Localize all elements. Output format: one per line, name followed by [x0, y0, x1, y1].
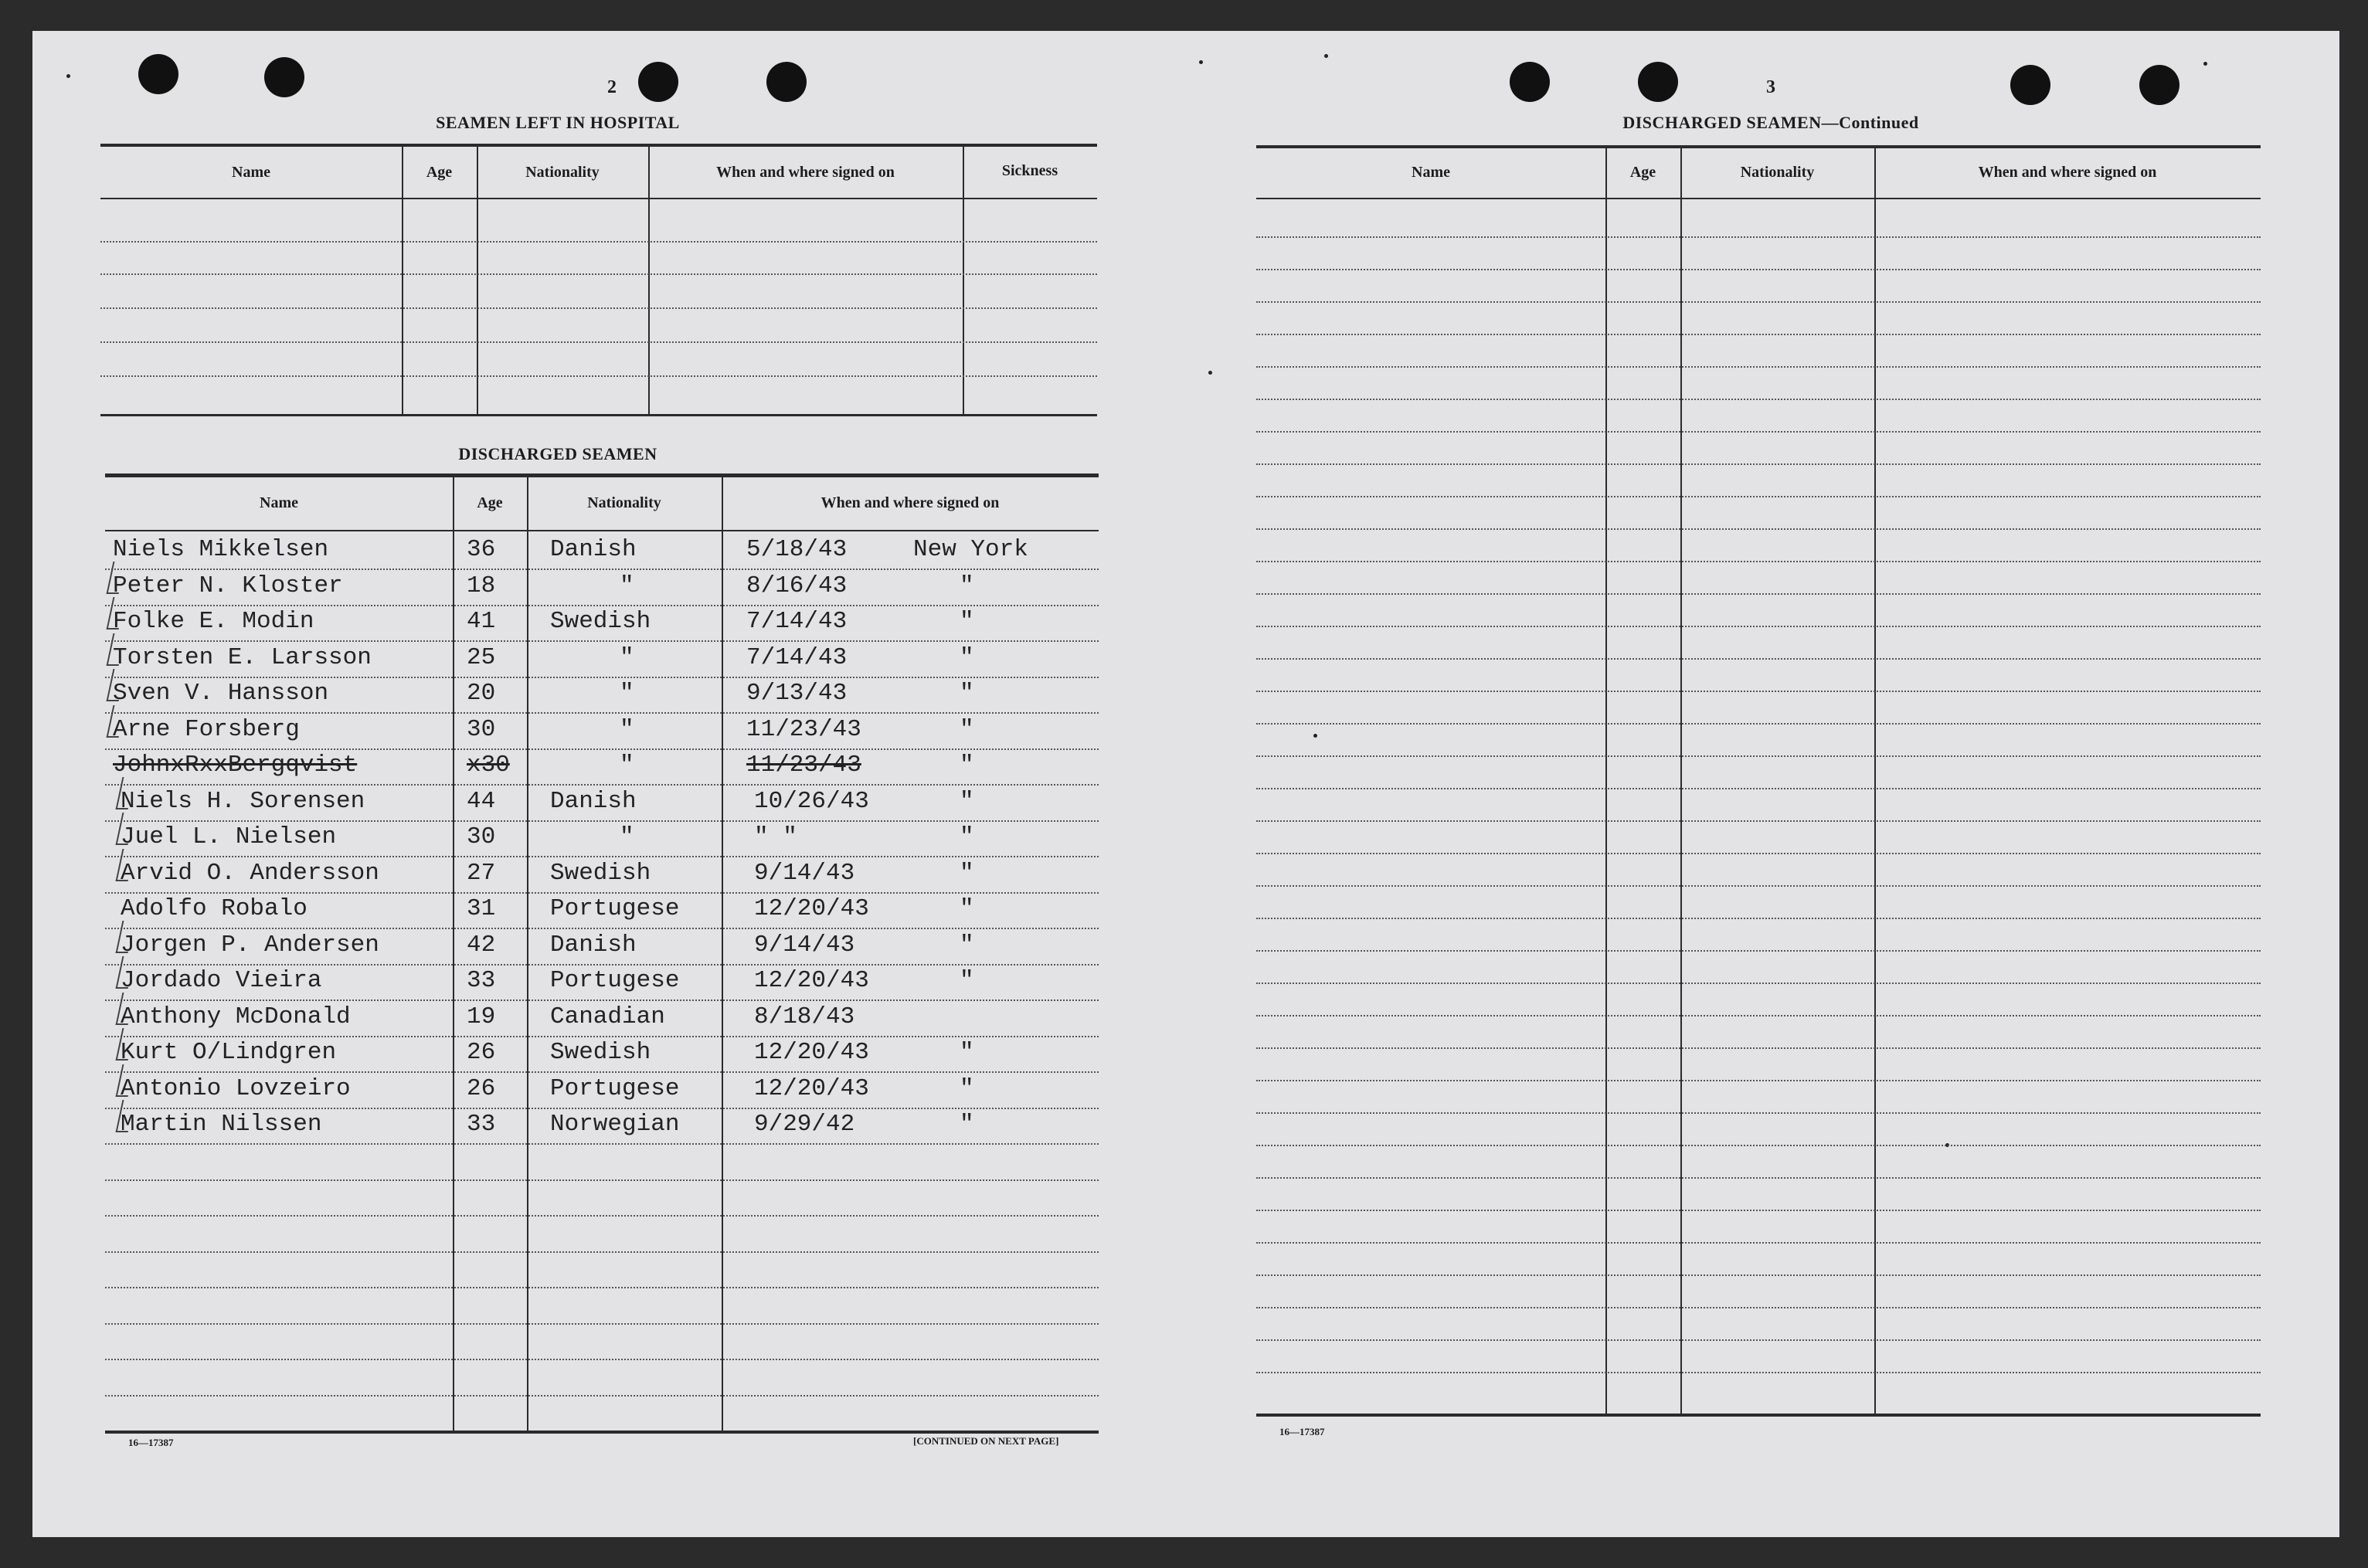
- speck: [1199, 60, 1203, 64]
- seaman-name: Adolfo Robalo: [121, 895, 307, 922]
- ruled-line: [105, 640, 1099, 642]
- seaman-age: 30: [467, 823, 496, 850]
- ruled-line: [100, 273, 1097, 275]
- ruled-line: [1256, 528, 2261, 530]
- signed-on-date: 5/18/43: [746, 536, 848, 563]
- seaman-age: 41: [467, 608, 496, 635]
- ruled-line: [105, 1215, 1099, 1217]
- ruled-line: [100, 241, 1097, 243]
- seaman-nationality: Norwegian: [550, 1111, 680, 1138]
- signed-on-date: 7/14/43: [746, 643, 848, 671]
- ruled-line: [1256, 1177, 2261, 1179]
- seaman-age: 26: [467, 1039, 496, 1066]
- ruled-line: [1256, 723, 2261, 725]
- discharged-col-name: Name: [260, 494, 298, 511]
- seaman-age: x30: [467, 752, 510, 779]
- seaman-age: 36: [467, 536, 496, 563]
- signed-on-place: ": [960, 895, 974, 922]
- ruled-line: [1256, 1372, 2261, 1373]
- page-number-left: 2: [607, 77, 617, 97]
- seaman-name: Niels H. Sorensen: [121, 787, 365, 815]
- signed-on-date: 12/20/43: [754, 1074, 869, 1102]
- ruled-line: [105, 1179, 1099, 1181]
- ruled-line: [1256, 1080, 2261, 1081]
- signed-on-date: 8/18/43: [754, 1003, 855, 1030]
- seaman-name: Martin Nilssen: [121, 1111, 322, 1138]
- discharged-col-signed-on: When and where signed on: [820, 494, 1000, 511]
- footer-code-right: 16—17387: [1279, 1426, 1325, 1437]
- seaman-nationality: Danish: [550, 931, 637, 959]
- right-page-title: DISCHARGED SEAMEN—Continued: [1622, 113, 1919, 132]
- signed-on-place: ": [960, 823, 974, 850]
- punch-hole: [138, 54, 178, 94]
- seaman-age: 30: [467, 715, 496, 743]
- signed-on-place: ": [960, 1111, 974, 1138]
- hospital-table-header-rule: [100, 198, 1097, 199]
- seaman-age: 27: [467, 859, 496, 887]
- ruled-line: [1256, 463, 2261, 465]
- ruled-line: [1256, 1015, 2261, 1016]
- hospital-col-age: Age: [426, 164, 453, 181]
- signed-on-date: 11/23/43: [746, 752, 861, 779]
- ruled-line: [105, 568, 1099, 570]
- speck: [1313, 734, 1317, 738]
- speck: [1208, 371, 1212, 375]
- seaman-nationality: ": [620, 572, 634, 599]
- seaman-nationality: Portugese: [550, 967, 680, 994]
- signed-on-place: ": [960, 680, 974, 707]
- punch-hole: [766, 62, 807, 102]
- signed-on-date: 10/26/43: [754, 787, 869, 815]
- signed-on-date: 8/16/43: [746, 572, 848, 599]
- ruled-line: [105, 1108, 1099, 1109]
- seaman-name: Jordado Vieira: [121, 967, 322, 994]
- signed-on-place: ": [960, 931, 974, 959]
- seaman-nationality: Danish: [550, 787, 637, 815]
- signed-on-date: 12/20/43: [754, 967, 869, 994]
- ruled-line: [1256, 626, 2261, 627]
- seaman-name: Antonio Lovzeiro: [121, 1074, 351, 1102]
- signed-on-place: New York: [913, 536, 1028, 563]
- continued-note: [CONTINUED ON NEXT PAGE]: [913, 1435, 1059, 1447]
- seaman-name: Sven V. Hansson: [113, 680, 329, 707]
- signed-on-place: ": [960, 1074, 974, 1102]
- discharged-col-age: Age: [477, 494, 503, 511]
- ruled-line: [1256, 593, 2261, 595]
- ruled-line: [105, 1323, 1099, 1325]
- signed-on-date: 12/20/43: [754, 1039, 869, 1066]
- seaman-nationality: ": [620, 680, 634, 707]
- ruled-line: [1256, 1047, 2261, 1049]
- seaman-nationality: Portugese: [550, 895, 680, 922]
- ruled-line: [1256, 561, 2261, 562]
- ruled-line: [105, 1251, 1099, 1253]
- ruled-line: [105, 1287, 1099, 1288]
- ruled-line: [105, 1071, 1099, 1073]
- hospital-col-sickness: Sickness: [1001, 162, 1058, 179]
- column-divider: [527, 477, 528, 1432]
- ruled-line: [1256, 983, 2261, 984]
- speck: [2203, 62, 2207, 66]
- seaman-age: 33: [467, 1111, 496, 1138]
- ruled-line: [1256, 496, 2261, 497]
- ruled-line: [100, 375, 1097, 377]
- ruled-line: [105, 1395, 1099, 1397]
- signed-on-date: 9/29/42: [754, 1111, 855, 1138]
- signed-on-date: 9/13/43: [746, 680, 848, 707]
- ruled-line: [1256, 820, 2261, 822]
- ruled-line: [105, 712, 1099, 714]
- ruled-line: [1256, 334, 2261, 335]
- seaman-age: 31: [467, 895, 496, 922]
- seaman-name: Torsten E. Larsson: [113, 643, 372, 671]
- hospital-table-top-rule: [100, 144, 1097, 147]
- ruled-line: [1256, 1307, 2261, 1308]
- seaman-age: 44: [467, 787, 496, 815]
- ruled-line: [1256, 301, 2261, 303]
- ruled-line: [105, 856, 1099, 857]
- seaman-name: Peter N. Kloster: [113, 572, 343, 599]
- footer-code-left: 16—17387: [128, 1437, 174, 1448]
- seaman-age: 26: [467, 1074, 496, 1102]
- seaman-name: Anthony McDonald: [121, 1003, 351, 1030]
- punch-hole: [1638, 62, 1678, 102]
- ruled-line: [1256, 399, 2261, 400]
- ruled-line: [1256, 1145, 2261, 1146]
- hospital-section-title: SEAMEN LEFT IN HOSPITAL: [436, 113, 680, 132]
- seaman-nationality: Swedish: [550, 859, 651, 887]
- discharged-col-nationality: Nationality: [587, 494, 661, 511]
- right-col-signed-on: When and where signed on: [1978, 164, 2157, 181]
- ruled-line: [1256, 1112, 2261, 1114]
- signed-on-date: 12/20/43: [754, 895, 869, 922]
- ruled-line: [1256, 658, 2261, 660]
- seaman-nationality: Swedish: [550, 608, 651, 635]
- seaman-age: 25: [467, 643, 496, 671]
- ruled-line: [1256, 1339, 2261, 1341]
- ruled-line: [105, 1359, 1099, 1360]
- column-divider: [1605, 148, 1607, 1415]
- seaman-name: Juel L. Nielsen: [121, 823, 337, 850]
- seaman-name: Arne Forsberg: [113, 715, 300, 743]
- hospital-col-nationality: Nationality: [525, 164, 600, 181]
- seaman-nationality: Canadian: [550, 1003, 665, 1030]
- signed-on-place: ": [960, 715, 974, 743]
- discharged-table-bottom-rule: [105, 1431, 1099, 1434]
- seaman-age: 20: [467, 680, 496, 707]
- hospital-col-name: Name: [232, 164, 270, 181]
- right-table-top-rule: [1256, 145, 2261, 148]
- right-col-nationality: Nationality: [1740, 164, 1815, 181]
- seaman-nationality: Portugese: [550, 1074, 680, 1102]
- ruled-line: [105, 748, 1099, 750]
- discharged-table-top-rule: [105, 473, 1099, 477]
- ruled-line: [1256, 853, 2261, 854]
- ruled-line: [1256, 366, 2261, 368]
- seaman-age: 19: [467, 1003, 496, 1030]
- ruled-line: [1256, 1242, 2261, 1244]
- speck: [66, 74, 70, 78]
- signed-on-place: ": [960, 859, 974, 887]
- ruled-line: [100, 307, 1097, 309]
- seaman-age: 18: [467, 572, 496, 599]
- hospital-table-bottom-rule: [100, 414, 1097, 416]
- discharged-table-header-rule: [105, 530, 1099, 531]
- signed-on-date: 9/14/43: [754, 931, 855, 959]
- document-sheet: [32, 31, 2339, 1537]
- ruled-line: [105, 892, 1099, 894]
- seaman-name: Folke E. Modin: [113, 608, 314, 635]
- column-divider: [453, 477, 454, 1432]
- discharged-section-title: DISCHARGED SEAMEN: [458, 444, 657, 463]
- ruled-line: [1256, 950, 2261, 952]
- ruled-line: [1256, 788, 2261, 789]
- seaman-nationality: ": [620, 715, 634, 743]
- ruled-line: [1256, 885, 2261, 887]
- ruled-line: [105, 820, 1099, 822]
- seaman-name: Kurt O/Lindgren: [121, 1039, 337, 1066]
- seaman-age: 33: [467, 967, 496, 994]
- column-divider: [1874, 148, 1876, 1415]
- speck: [1324, 54, 1328, 58]
- ruled-line: [105, 1036, 1099, 1037]
- right-table-bottom-rule: [1256, 1414, 2261, 1417]
- right-col-age: Age: [1629, 164, 1656, 181]
- seaman-nationality: ": [620, 752, 634, 779]
- ruled-line: [105, 605, 1099, 606]
- page-number-right: 3: [1766, 77, 1775, 97]
- punch-hole: [1510, 62, 1550, 102]
- ruled-line: [100, 341, 1097, 343]
- signed-on-date: 7/14/43: [746, 608, 848, 635]
- ruled-line: [1256, 1210, 2261, 1211]
- punch-hole: [264, 57, 304, 97]
- signed-on-place: ": [960, 608, 974, 635]
- punch-hole: [638, 62, 678, 102]
- ruled-line: [1256, 431, 2261, 433]
- ruled-line: [105, 1000, 1099, 1001]
- seaman-name: Niels Mikkelsen: [113, 536, 329, 563]
- ruled-line: [1256, 691, 2261, 692]
- ruled-line: [1256, 755, 2261, 757]
- hospital-col-signed-on: When and where signed on: [716, 164, 895, 181]
- ruled-line: [105, 677, 1099, 678]
- ruled-line: [105, 784, 1099, 786]
- seaman-name: Jorgen P. Andersen: [121, 931, 379, 959]
- ruled-line: [105, 928, 1099, 929]
- signed-on-place: ": [960, 787, 974, 815]
- ruled-line: [105, 1143, 1099, 1145]
- ruled-line: [1256, 918, 2261, 919]
- signed-on-place: ": [960, 752, 974, 779]
- ruled-line: [105, 964, 1099, 966]
- right-col-name: Name: [1412, 164, 1450, 181]
- seaman-nationality: Danish: [550, 536, 637, 563]
- seaman-age: 42: [467, 931, 496, 959]
- ruled-line: [1256, 269, 2261, 270]
- ruled-line: [1256, 236, 2261, 238]
- seaman-name: JohnxRxxBergqvist: [113, 752, 358, 779]
- signed-on-place: ": [960, 572, 974, 599]
- ruled-line: [1256, 1274, 2261, 1276]
- seaman-nationality: ": [620, 823, 634, 850]
- signed-on-place: ": [960, 967, 974, 994]
- signed-on-date: 9/14/43: [754, 859, 855, 887]
- signed-on-place: ": [960, 643, 974, 671]
- right-table-header-rule: [1256, 198, 2261, 199]
- seaman-name: Arvid O. Andersson: [121, 859, 379, 887]
- column-divider: [1680, 148, 1682, 1415]
- signed-on-date: 11/23/43: [746, 715, 861, 743]
- seaman-nationality: Swedish: [550, 1039, 651, 1066]
- column-divider: [722, 477, 723, 1432]
- punch-hole: [2139, 65, 2179, 105]
- seaman-nationality: ": [620, 643, 634, 671]
- punch-hole: [2010, 65, 2050, 105]
- signed-on-place: ": [960, 1039, 974, 1066]
- signed-on-date: " ": [754, 823, 797, 850]
